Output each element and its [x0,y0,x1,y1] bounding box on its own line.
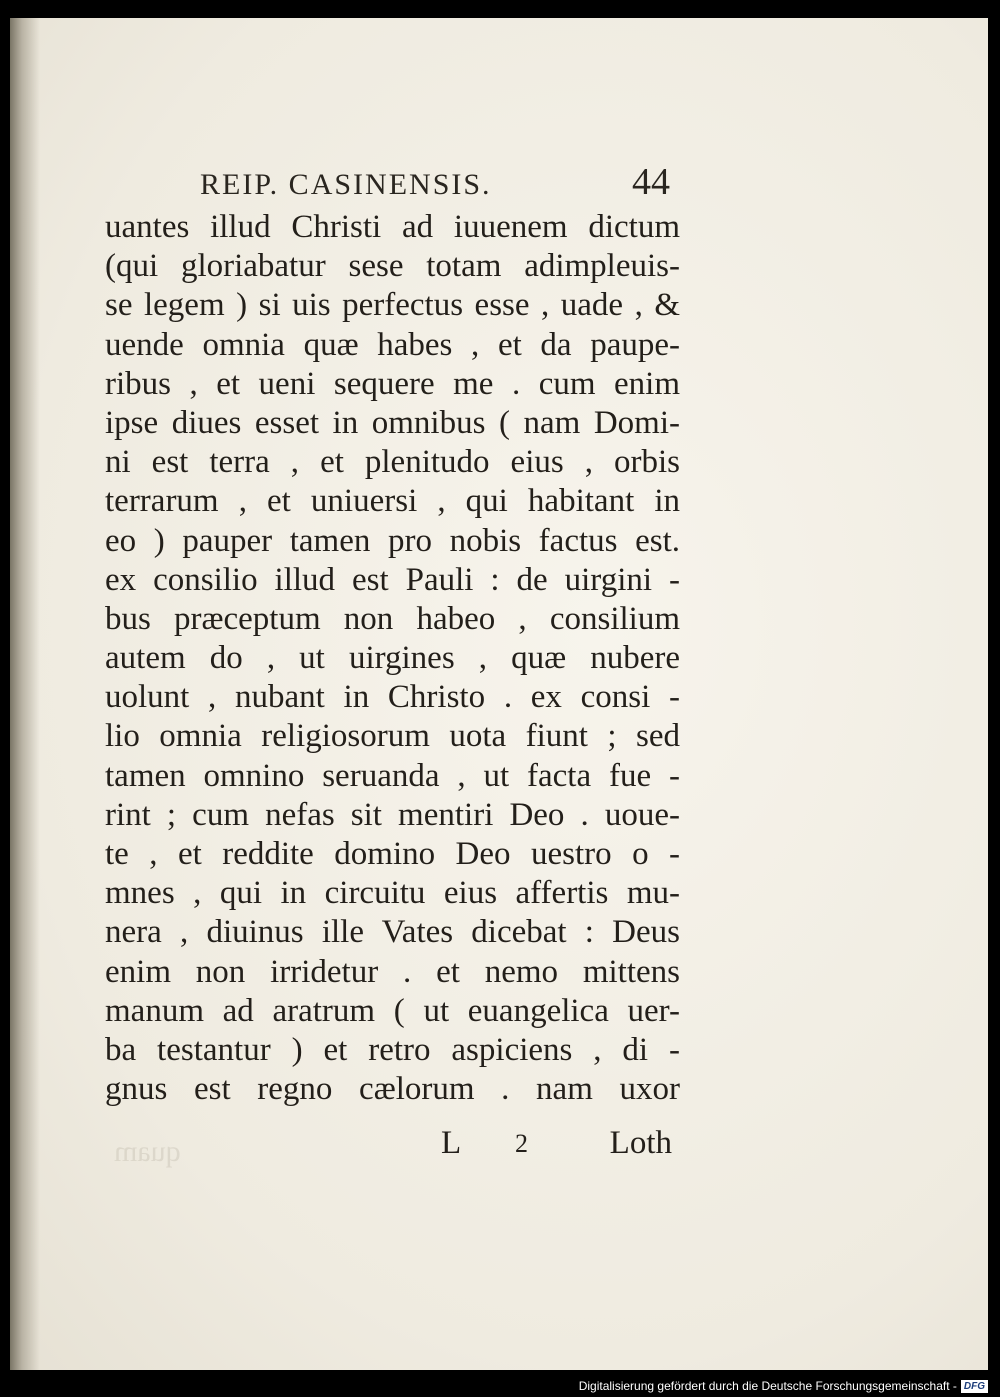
page-spine-shadow [10,18,40,1370]
text-line: terrarum , et uniuersi , qui habitant in [105,483,680,520]
text-line: rint ; cum nefas sit mentiri Deo . uoue- [105,796,680,833]
text-line: ribus , et ueni sequere me . cum enim [105,365,680,402]
text-line: te , et reddite domino Deo uestro o - [105,836,680,872]
text-line: manum ad aratrum ( ut euangelica uer- [105,992,680,1029]
signature-number: 2 [515,1129,528,1158]
text-line: mnes , qui in circuitu eius affertis mu- [105,875,680,912]
bleed-through-text: quam [114,1135,181,1168]
text-line: uantes illud Christi ad iuuenem dictum [105,209,680,245]
text-line: uolunt , nubant in Christo . ex consi - [105,679,680,716]
dfg-logo: DFG [961,1380,988,1393]
text-line: enim non irridetur . et nemo mittens [105,953,680,990]
book-page [10,18,988,1370]
text-line: uende omnia quæ habes , et da paupe- [105,326,680,363]
text-line: ipse diues esset in omnibus ( nam Domi- [105,404,680,441]
credit-text: Digitalisierung gefördert durch die Deutsche Forschungsgemeinschaft - [578,1379,957,1393]
text-line: ex consilio illud est Pauli : de uirgini - [105,561,680,598]
signature-mark: L [441,1125,462,1161]
text-line: bus præceptum non habeo , consilium [105,600,680,637]
text-line: se legem ) si uis perfectus esse , uade , & [105,287,680,324]
running-head [200,160,670,210]
text-line: tamen omnino seruanda , ut facta fue - [105,757,680,794]
running-title: REIP. CASINENSIS. [200,168,492,201]
text-line: (qui gloriabatur sese totam adimpleuis- [105,248,680,285]
text-line: gnus est regno cælorum . nam uxor [105,1071,680,1108]
page-footer [105,1125,680,1169]
text-line: ba testantur ) et retro aspiciens , di - [105,1031,680,1068]
catchword: Loth [609,1125,672,1161]
page-number: 44 [632,161,670,203]
body-text [105,208,680,1109]
text-line: ni est terra , et plenitudo eius , orbis [105,444,680,481]
text-line: autem do , ut uirgines , quæ nubere [105,640,680,677]
text-line: eo ) pauper tamen pro nobis factus est. [105,522,680,559]
digitization-credit [579,1379,988,1393]
text-line: lio omnia religiosorum uota fiunt ; sed [105,718,680,755]
text-line: nera , diuinus ille Vates dicebat : Deus [105,914,680,951]
